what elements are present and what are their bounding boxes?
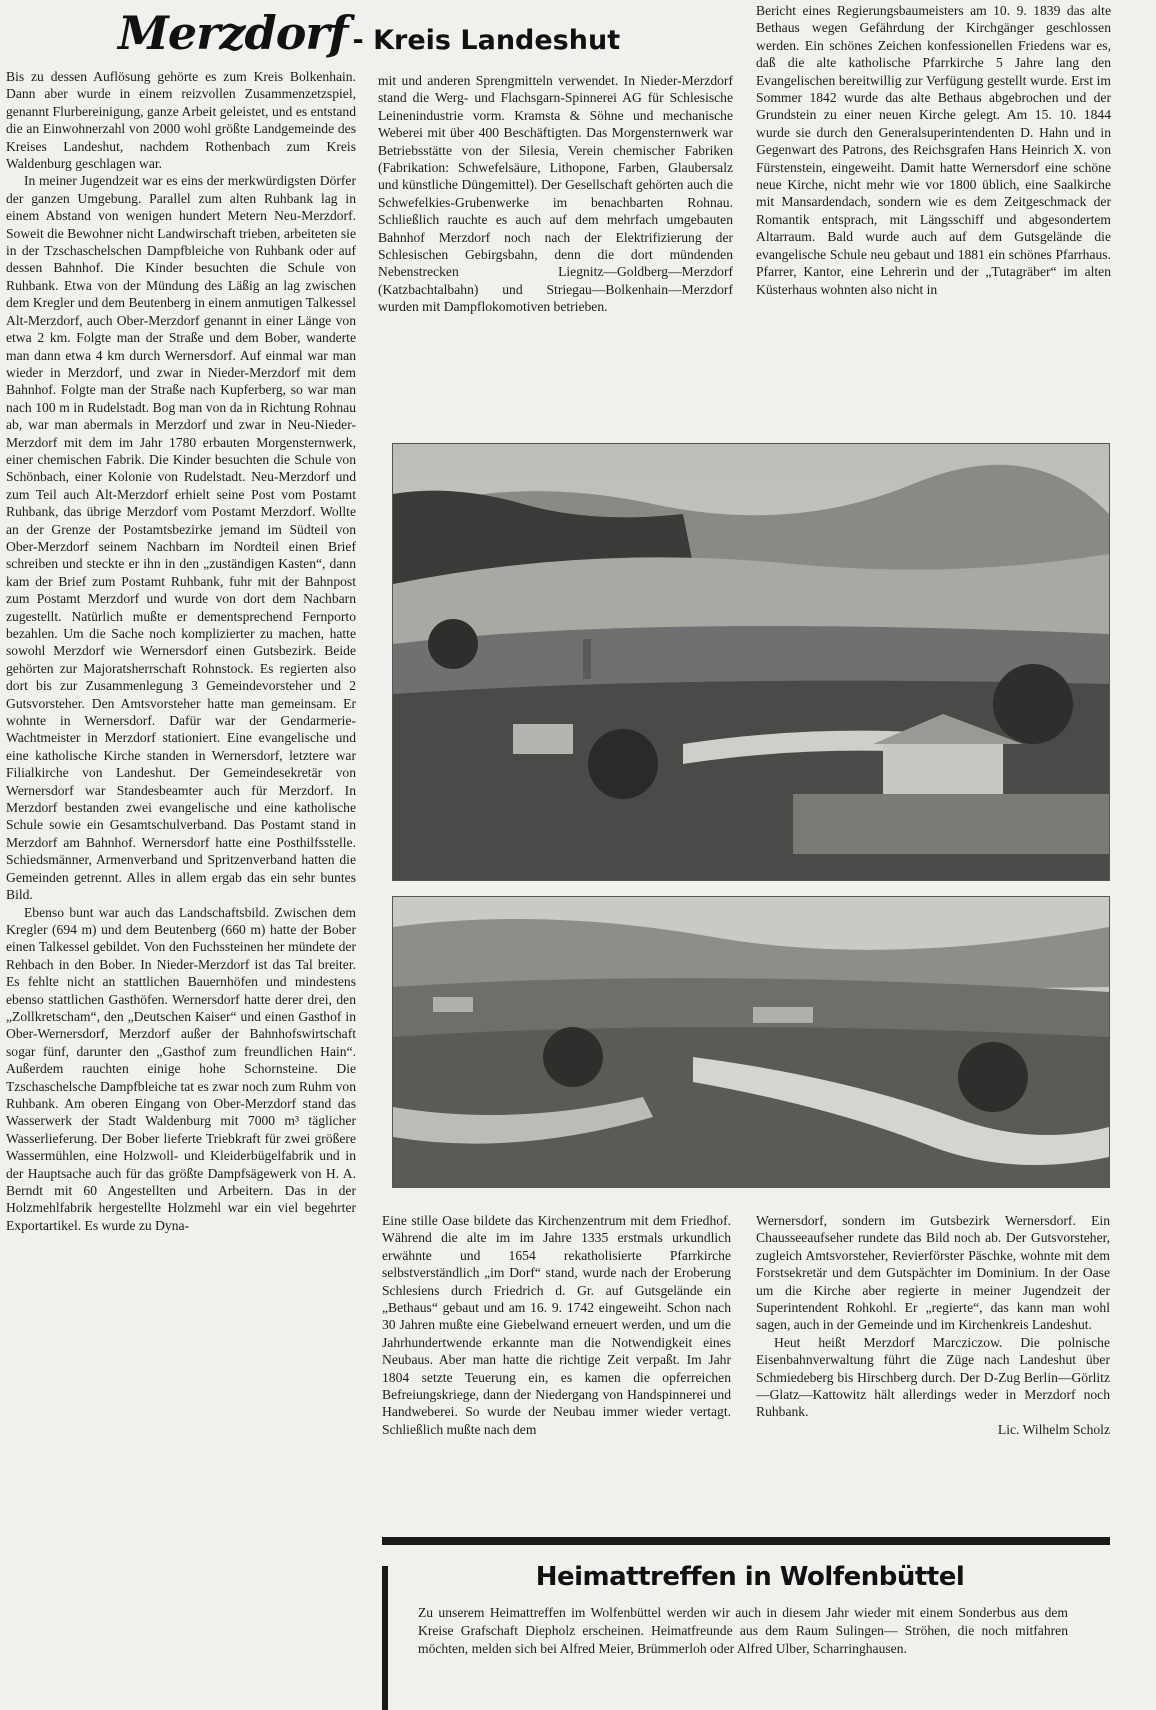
paragraph: Heut heißt Merzdorf Marcziczow. Die polnische Eisenbahnverwaltung führt die Züge nach Landeshut über Schmiedeberg bis Hirschberg durch. Der D-Zug Berlin—Görlitz—Glatz—Kattowitz hält allerdings weder in Merzdorf noch Ruhbank. <box>756 1334 1110 1420</box>
article-title <box>118 6 638 64</box>
paragraph: Ebenso bunt war auch das Landschaftsbild. Zwischen dem Kregler (694 m) und dem Beutenberg (660 m) hatte der Bober einen Talkessel gebildet. Von den Fuchssteinen her mündete der Rehbach in den Bober. In Nieder-Merzdorf ist das Tal breiter. Es fehlte nicht an stattlichen Bauernhöfen und mindestens ebenso stattlichen Gasthöfen. Wernersdorf hatte derer drei, den „Zollkretscham“, den „Deutschen Kaiser“ und einen Gasthof in Ober-Wernersdorf, Merzdorf außer der Bahnhofswirtschaft sogar fünf, darunter den „Gasthof zum freundlichen Hain“. Außerdem rauchten einige hohe Schornsteine. Die Tzschaschelsche Dampfbleiche tat es zwar noch zum Ruhm von Ruhbank. Am oberen Eingang von Ober-Merzdorf stand das Wasserwerk der Stadt Waldenburg mit 7000 m³ täglicher Wasserlieferung. Der Bober lieferte Triebkraft für zwei größere Wassermühlen, eine Holzwoll- und Kleiderbügelfabrik und in der Hauptsache auch für das größte Dampfsägewerk von H. A. Berndt mit 60 Angestellten und Arbeitern. Das in der Holzmehlfabrik hergestellte Holzmehl war ein viel begehrter Exportartikel. Es wurde zu Dyna- <box>6 904 356 1233</box>
paragraph: Eine stille Oase bildete das Kirchenzentrum mit dem Friedhof. Während die alte im im Jahre 1335 erstmals urkundlich erwähnte und 1654 rekatholisierte Pfarrkirche selbstverständlich „im Dorf“ stand, wurde nach der Eroberung Schlesiens durch Friedrich d. Gr. auf Gutsgelände ein „Bethaus“ gebaut und am 16. 9. 1742 eingeweiht. Schon nach 30 Jahren mußte eine Giebelwand erneuert werden, und um die Jahrhundertwende erkannte man die Notwendigkeit eines Neubaus. Aber man hatte die richtige Zeit verpaßt. Im Jahr 1804 setzte Teuerung ein, es kamen die opferreichen Befreiungskriege, dann der Niedergang von Handspinnerei und Handweberei. So wurde der Neubau immer wieder vertagt. Schließlich mußte nach dem <box>382 1213 731 1437</box>
title-district: - Kreis Landeshut <box>352 25 621 56</box>
notice-heading: Heimattreffen in Wolfenbüttel <box>535 1562 965 1592</box>
landscape-photo-graphic <box>393 444 1109 880</box>
paragraph: mit und anderen Sprengmitteln verwendet. In Nieder-Merzdorf stand die Werg- und Flachsgarn-Spinnerei AG für Schlesische Leinenindustrie vorm. Kramsta & Söhne und mechanische Weberei mit über 400 Beschäftigten. Das Morgensternwerk war Betriebsstätte von der Silesia, Verein chemischer Fabriken (Fabrikation: Schwefelsäure, Lithopone, Farben, Glaubersalz und künstliche Düngemittel). Der Gesellschaft gehörten auch die Schwefelkies-Grubenwerke im benachbarten Rohnau. Schließlich rauchte es auch auf dem mehrfach umgebauten Bahnhof Merzdorf noch nach der Elektrifizierung der Schlesischen Gebirgsbahn, denn die dort mündenden Nebenstrecken Liegnitz—Goldberg—Merzdorf (Katzbachtalbahn) und Striegau—Bolkenhain—Merzdorf wurden mit Dampflokomotiven betrieben. <box>378 73 733 315</box>
notice-text: Zu unserem Heimattreffen im Wolfenbüttel werden wir auch in diesem Jahr wieder mit einem Sonderbus aus dem Kreise Grafschaft Diepholz erscheinen. Heimatfreunde aus dem Raum Sulingen— Ströhen, die noch mitfahren möchten, melden sich bei Alfred Meier, Brümmerloh oder Alfred Ulber, Scharringhausen. <box>418 1605 1068 1656</box>
article-column-5 <box>756 1212 1110 1524</box>
notice-left-rule <box>382 1566 388 1710</box>
valley-photo-bottom <box>392 896 1110 1188</box>
title-place-name: Merzdorf <box>118 6 348 60</box>
paragraph: Bis zu dessen Auflösung gehörte es zum Kreis Bolkenhain. Dann aber wurde in einem reizvollen Zusammenzetzspiel, genannt Flurbereinigung, ganze Arbeit geleistet, und es entstand die an Einwohnerzahl von 2000 wohl größte Landgemeinde des Kreises Landeshut, nachdem Rothenbach zum Kreis Waldenburg geschlagen war. <box>6 69 356 172</box>
article-column-1 <box>6 68 356 1708</box>
paragraph: Wernersdorf, sondern im Gutsbezirk Wernersdorf. Ein Chausseeaufseher rundete das Bild noch ab. Der Gutsvorsteher, zugleich Amtsvorsteher, Revierförster Päschke, wohnte mit dem Forstsekretär und dem Gutspächter im Dominium. In der Oase um die Kirche aber regierte in meiner Jugendzeit der Superintendent Rohkohl. Er „regierte“, das kann man wohl sagen, auch in der Gemeinde und im Kirchenkreis Landeshut. <box>756 1213 1110 1333</box>
article-column-4 <box>382 1212 731 1524</box>
article-column-3 <box>756 2 1111 412</box>
village-photo-top <box>392 443 1110 881</box>
paragraph: In meiner Jugendzeit war es eins der merkwürdigsten Dörfer der ganzen Umgebung. Parallel zum alten Ruhbank lag in einem Abstand von wenigen hundert Metern Neu-Merzdorf. Soweit die Bewohner nicht Landwirschaft trieben, arbeiteten sie in der Tzschaschelschen Dampfbleiche von Ruhbank oder auf dessen Bahnhof. Die Kinder besuchten die Schule von Ruhbank. Etwa von der Mündung des Läßig an lag zwischen dem Kregler und dem Beutenberg in einem anmutigen Talkessel Alt-Merzdorf, auch Ober-Merzdorf genannt in einer Länge von etwa 2 km. Folgte man der Straße und dem Bober, wanderte man dann etwa 4 km durch Wernersdorf. Auf einmal war man wieder in Merzdorf, und zwar in Nieder-Merzdorf mit dem Bahnhof. Folgte man der Straße nach Kupferberg, so war man nach 100 m in Rudelstadt. Bog man von da in Richtung Rohnau ab, war man abermals in Merzdorf und zwar in Neu-Nieder-Merzdorf mit dem im Jahr 1780 erbauten Morgensternwerk, einer chemischen Fabrik. Die Kinder besuchten die Schule von Schönbach, einer Kolonie von Rudelstadt. Neu-Merzdorf und zum Teil auch Alt-Merzdorf erhielt seine Post vom Postamt Ruhbank, das übrige Merzdorf vom Postamt Merzdorf. Wollte an der Grenze der Postamtsbezirke jemand im Südteil von Ober-Merzdorf seinem Nachbarn im Nordteil einen Brief schreiben und steckte er ihn in den „zuständigen Kasten“, dann kam der Brief zum Postamt Ruhbank, fuhr mit der Bahnpost zum Postamt Merzdorf und wurde von dort dem Nachbarn zugestellt. Natürlich mußte er dementsprechend Fernporto bezahlen. Um die Sache noch komplizierter zu machen, hatte sowohl Merzdorf wie Wernersdorf einen Gutsbezirk. Beide gehörten zur Majoratsherrschaft Rohnstock. Es regierten also dort bis zur Zusammenlegung 3 Gemeindevorsteher und 2 Gutsvorsteher. Den Amtsvorsteher hatte man gemeinsam. Er wohnte in Wernersdorf. Dafür war der Gendarmerie-Wachtmeister in Merzdorf stationiert. Eine evangelische und eine katholische Kirche standen in Wernersdorf, letztere war Filialkirche von Landeshut. Der Gemeindesekretär von Wernersdorf war Standesbeamter auch für Merzdorf. In Merzdorf bestanden zwei evangelische und eine katholische Schule sowie ein Gesamtschulverband. Das Postamt stand in Merzdorf am Bahnhof. Wernersdorf hatte eine Posthilfsstelle. Schiedsmänner, Armenverband und Spritzenverband hatten die Gemeinden getrennt. Alles in allem ergab das ein sehr buntes Bild. <box>6 173 356 903</box>
notice-top-rule <box>382 1537 1110 1545</box>
author-signature: Lic. Wilhelm Scholz <box>997 1421 1110 1437</box>
landscape-photo-graphic <box>393 897 1109 1187</box>
paragraph: Bericht eines Regierungsbaumeisters am 10. 9. 1839 das alte Bethaus wegen Gefährdung der Kirchgänger geschlossen werden. Ein schönes Zeichen konfessionellen Friedens war es, daß die alte katholische Pfarrkirche 5 Jahre lang den Evangelischen bereitwillig zur Verfügung gestellt wurde. Erst im Sommer 1842 wurde das alte Bethaus abgebrochen und der Grundstein zu einer neuen Kirche gelegt. Am 15. 10. 1844 wurde sie durch den Generalsuperintendenten D. Hahn und in Gegenwart des Patrons, des Reichsgrafen Hans Heinrich X. von Fürstenstein, eingeweiht. Damit hatte Wernersdorf eine schöne neue Kirche, nicht mehr wie vor 1800 üblich, eine Saalkirche mit Mansardendach, sondern wie es dem Zeitgeschmack der Romantik entsprach, mit Längsschiff und abgesondertem Altarraum. Bald wurde auch auf dem Gutsgelände die evangelische Schule neu gebaut und 1881 ein schönes Pfarrhaus. Pfarrer, Kantor, eine Lehrerin und der „Tutagräber“ im alten Küsterhaus wohnten also nicht in <box>756 3 1111 297</box>
article-column-2 <box>378 72 733 402</box>
